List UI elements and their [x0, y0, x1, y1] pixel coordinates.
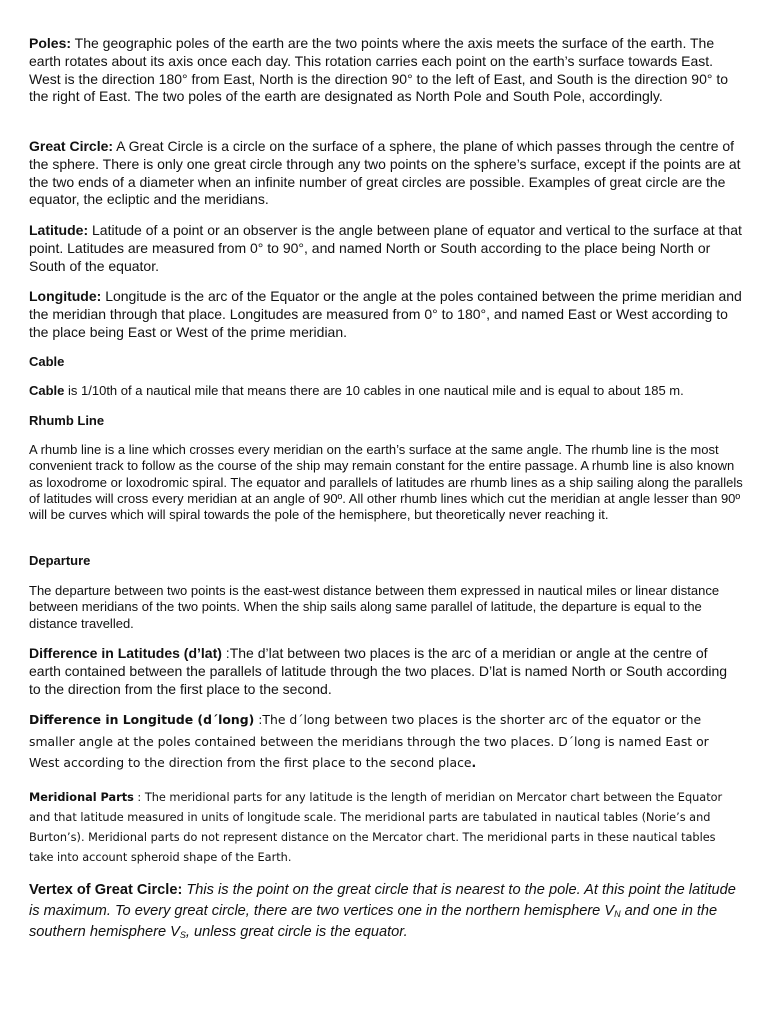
vertex-text-a: This is the point on the great circle that is nearest to the pole. At this point the latitude is maximum. To every great circle, there are two vertices one in the northern hemisphere V — [29, 882, 736, 919]
poles-paragraph — [29, 35, 744, 106]
vertex-text-c: , unless great circle is the equator. — [185, 924, 408, 940]
dlong-end: . — [471, 755, 477, 770]
departure-heading: Departure — [29, 553, 91, 568]
longitude-text: Longitude is the arc of the Equator or the angle at the poles contained between the prime meridian and the meridian through that place. Longitudes are measured from 0° to 180°, and named East or West according to the place being East or West of the prime meridian. — [29, 288, 742, 340]
great-circle-text: A Great Circle is a circle on the surface of a sphere, the plane of which passes through the centre of the sphere. There is only one great circle through any two points on the sphere’s surface, except if the points are at the two ends of a diameter when an infinite number of great circles are possible. Examples of great circle are the equator, the ecliptic and the meridians. — [29, 138, 741, 208]
meridional-parts-paragraph — [29, 788, 741, 868]
dlat-text: :The d’lat between two places is the arc of a meridian or angle at the centre of earth contained between the parallels of latitude through the two places. D’lat is named North or South according to the direction from the first place to the second. — [29, 645, 728, 697]
poles-term: Poles: — [29, 35, 72, 51]
great-circle-term: Great Circle: — [29, 138, 114, 154]
meridional-parts-term: Meridional Parts — [29, 791, 134, 804]
rhumb-line-paragraph: A rhumb line is a line which crosses every meridian on the earth’s surface at the same angle. The rhumb line is the most convenient track to follow as the course of the ship may remain constant for the entire passage. A rhumb line is also known as loxodrome or loxodromic spiral. The equator and parallels of latitudes are rhumb lines as a ship sailing along the parallels of latitudes will cross every meridian at an angle of 90º. All other rhumb lines which cut the meridian at angle lesser than 90º will be curves which will spiral towards the pole of the hemisphere, but theoretically never reaching it. — [29, 442, 743, 523]
vertex-sub-s: S — [179, 930, 186, 940]
dlat-paragraph — [29, 645, 741, 698]
poles-text: The geographic poles of the earth are the two points where the axis meets the surface of the earth. The earth rotates about its axis once each day. This rotation carries each point on the earth’s surface towards East. West is the direction 180° from East, North is the direction 90° to the left of East, and South is the direction 90° to the right of East. The two poles of the earth are designated as North Pole and South Pole, accordingly. — [29, 35, 729, 105]
longitude-term: Longitude: — [29, 288, 102, 304]
latitude-text: Latitude of a point or an observer is the angle between plane of equator and vertical to the surface at that point. Latitudes are measured from 0° to 90°, and named North or South according to the place being North or South of the equator. — [29, 222, 742, 274]
cable-text: is 1/10th of a nautical mile that means there are 10 cables in one nautical mile and is equal to about 185 m. — [64, 383, 684, 398]
vertex-text-b: and one in the southern hemisphere V — [29, 903, 718, 940]
cable-paragraph — [29, 383, 749, 399]
meridional-parts-text: : The meridional parts for any latitude is the length of meridian on Mercator chart between the Equator and that latitude measured in units of longitude scale. The meridional parts are tabulated in nautical tables (Norie’s and Burton’s). Meridional parts do not represent distance on the Mercator chart. The meridional parts in these nautical tables take into account spheroid shape of the Earth. — [29, 791, 723, 864]
vertex-sub-n: N — [614, 909, 621, 919]
dlat-term: Difference in Latitudes (d’lat) — [29, 645, 222, 661]
rhumb-line-heading: Rhumb Line — [29, 413, 105, 428]
latitude-term: Latitude: — [29, 222, 89, 238]
dlong-text: :The d´long between two places is the shorter arc of the equator or the smaller angle at the poles contained between the meridians through the two places. D´long is named East or West according to the direction from the first place to the second place — [29, 712, 709, 770]
vertex-term: Vertex of Great Circle: — [29, 882, 183, 898]
dlong-paragraph — [29, 709, 729, 774]
cable-term: Cable — [29, 383, 65, 398]
departure-paragraph: The departure between two points is the east-west distance between them expressed in nautical miles or linear distance between meridians of the two points. When the ship sails along same parallel of latitude, the departure is equal to the distance travelled. — [29, 583, 720, 631]
cable-heading: Cable — [29, 354, 65, 369]
longitude-paragraph — [29, 288, 744, 341]
great-circle-paragraph — [29, 138, 744, 209]
dlong-term: Difference in Longitude (d´long) — [29, 712, 255, 727]
vertex-paragraph — [29, 880, 741, 943]
latitude-paragraph — [29, 222, 744, 275]
